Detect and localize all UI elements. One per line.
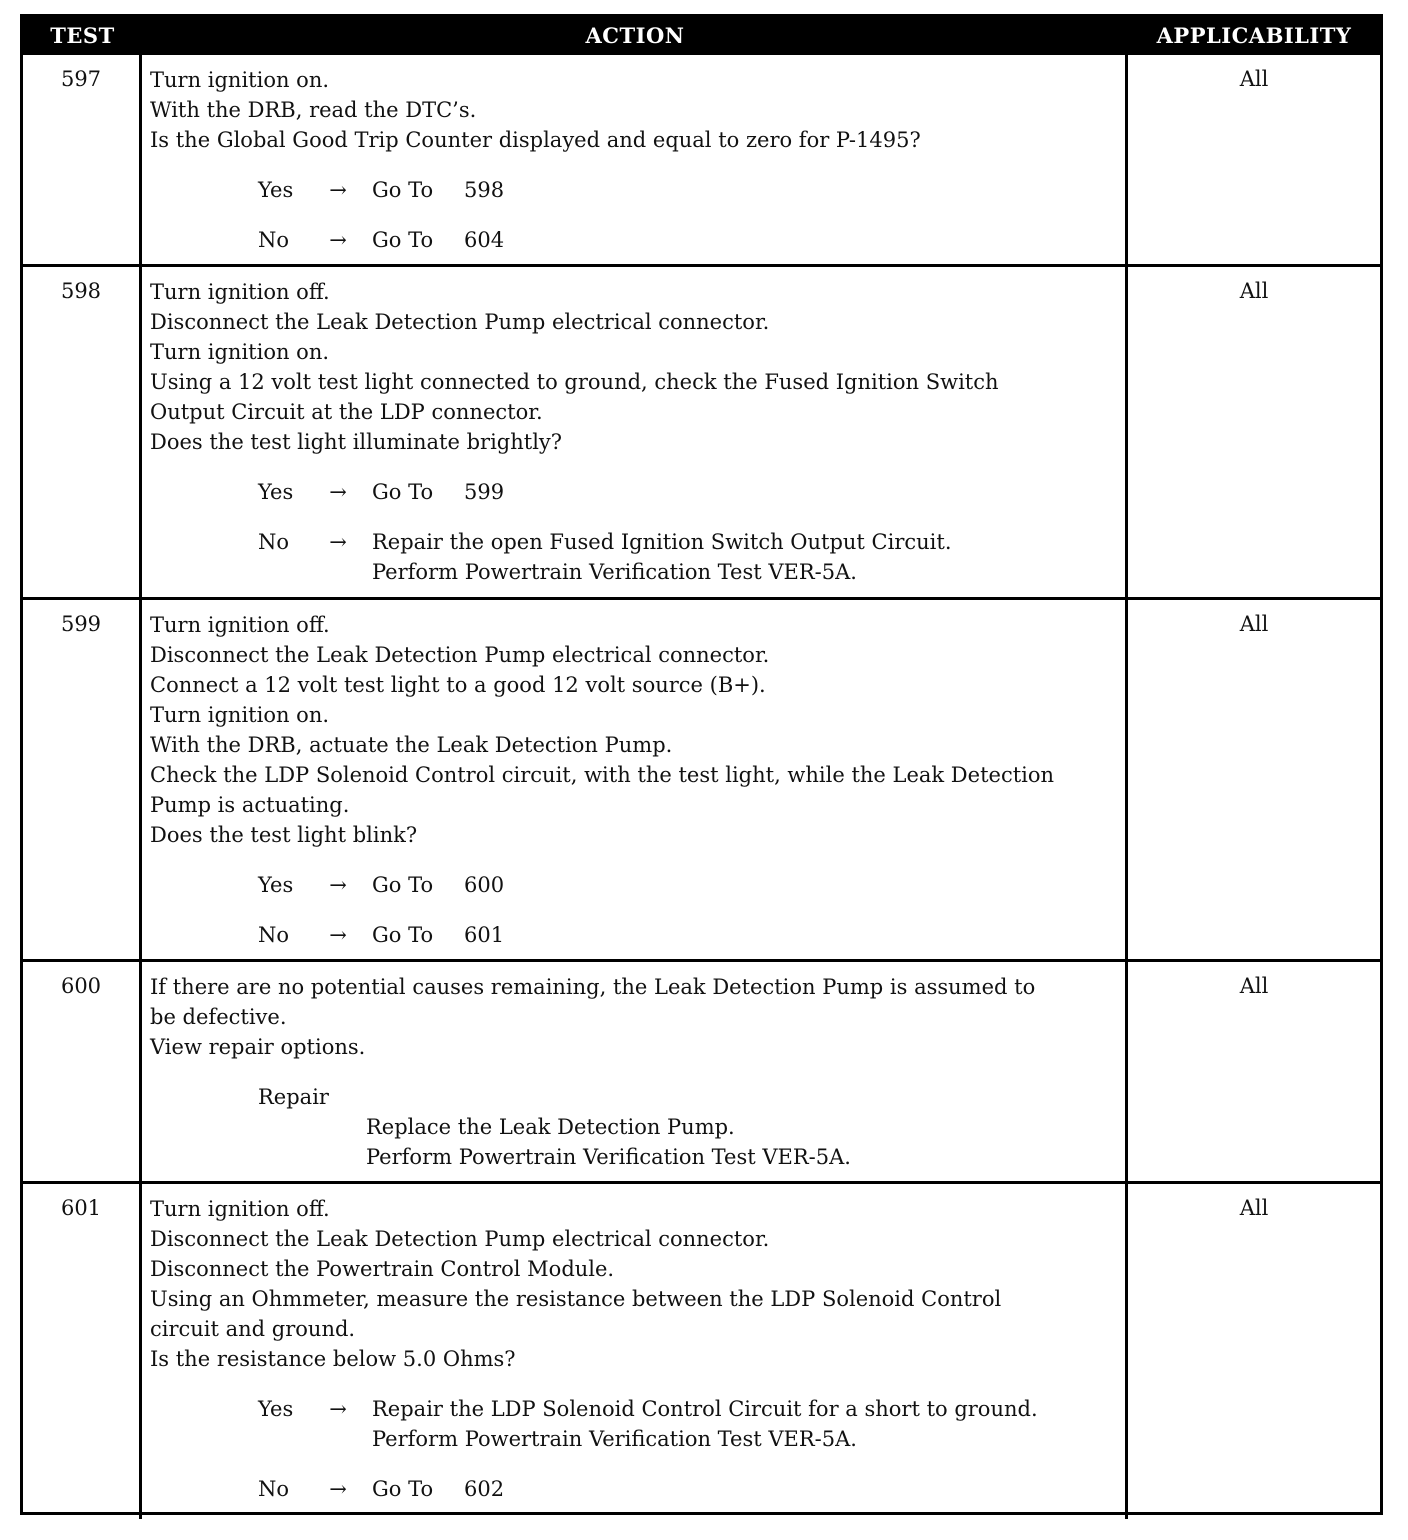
arrow-icon: → [329,1397,347,1421]
goto-label: Go To [372,178,434,202]
answer-label: No [258,228,290,252]
action-line: Is the Global Good Trip Counter displayed and equal to zero for P-1495? [150,128,921,152]
action-line: Turn ignition on. [150,68,330,92]
outcome-list [150,477,1117,587]
action-line: Using a 12 volt test light connected to ground, check the Fused Ignition Switch [150,370,999,394]
action-line: Check the LDP Solenoid Control circuit, with the test light, while the Leak Detection [150,763,1055,787]
action-line: Turn ignition on. [150,340,330,364]
arrow-icon: → [329,228,347,252]
action-line: Is the resistance below 5.0 Ohms? [150,1347,516,1371]
repair-label: Repair [258,1085,329,1109]
action-line: Using an Ohmmeter, measure the resistance between the LDP Solenoid Control [150,1287,1002,1311]
action-line: Disconnect the Leak Detection Pump electrical connector. [150,310,770,334]
outcome-yes [258,175,1117,205]
repair-step: Replace the Leak Detection Pump. [366,1115,735,1139]
action-line: Disconnect the Leak Detection Pump electrical connector. [150,1227,770,1251]
action-cell [142,55,1128,267]
goto-label: Go To [372,1477,434,1501]
header-test: TEST [23,17,142,55]
test-number: 597 [23,55,142,267]
arrow-icon: → [329,530,347,554]
answer-label: No [258,530,290,554]
applicability: All [1128,962,1380,1184]
answer-label: No [258,923,290,947]
test-number: 601 [23,1184,142,1519]
outcome-list [150,870,1117,950]
action-line: Does the test light blink? [150,823,418,847]
action-cell [142,1184,1128,1519]
answer-label: Yes [258,1397,294,1421]
applicability: All [1239,1196,1269,1220]
arrow-icon: → [329,1477,347,1501]
answer-label: Yes [258,480,294,504]
action-line: Turn ignition off. [150,1197,330,1221]
applicability: All [1128,267,1380,600]
test-number: 598 [23,267,142,600]
outcome-no [258,920,1117,950]
goto-label: Go To [372,228,434,252]
diagnostic-test-table [20,14,1383,1515]
goto-target: 600 [464,873,505,897]
action-line: Connect a 12 volt test light to a good 12 volt source (B+). [150,673,766,697]
outcome-text: Perform Powertrain Verification Test VER-5A. [372,1427,857,1451]
applicability: All [1128,600,1380,962]
applicability: All [1128,55,1380,267]
action-line: Turn ignition off. [150,280,330,304]
arrow-icon: → [329,480,347,504]
action-cell [142,962,1128,1184]
action-cell [142,600,1128,962]
goto-target: 602 [464,1477,505,1501]
goto-label: Go To [372,873,434,897]
action-line: be defective. [150,1005,287,1029]
answer-label: No [258,1477,290,1501]
test-number: 600 [23,962,142,1184]
goto-label: Go To [372,923,434,947]
outcome-yes [258,870,1117,900]
outcome-text: Repair the open Fused Ignition Switch Output Circuit. [372,530,952,554]
outcome-yes [258,477,1117,507]
repair-step: Perform Powertrain Verification Test VER-5A. [366,1145,851,1169]
goto-target: 604 [464,228,505,252]
outcome-list [150,1394,1117,1504]
action-line: Turn ignition on. [150,703,330,727]
action-line: Output Circuit at the LDP connector. [150,400,543,424]
outcome-text: Repair the LDP Solenoid Control Circuit for a short to ground. [372,1397,1038,1421]
outcome-text: Perform Powertrain Verification Test VER-5A. [372,560,857,584]
outcome-no [258,1474,1117,1504]
action-line: With the DRB, actuate the Leak Detection Pump. [150,733,673,757]
action-line: Disconnect the Powertrain Control Module. [150,1257,615,1281]
arrow-icon: → [329,178,347,202]
header-applicability: APPLICABILITY [1128,17,1380,55]
arrow-icon: → [329,923,347,947]
action-line: Does the test light illuminate brightly? [150,430,563,454]
action-line: Disconnect the Leak Detection Pump electrical connector. [150,643,770,667]
outcome-no [258,225,1117,255]
action-line: With the DRB, read the DTC’s. [150,98,477,122]
outcome-list [150,175,1117,255]
action-line: Pump is actuating. [150,793,350,817]
goto-target: 599 [464,480,505,504]
outcome-yes [258,1394,1117,1454]
answer-label: Yes [258,178,294,202]
action-line: circuit and ground. [150,1317,356,1341]
repair-options [258,1082,1117,1172]
arrow-icon: → [329,873,347,897]
answer-label: Yes [258,873,294,897]
action-line: View repair options. [150,1035,366,1059]
action-line: If there are no potential causes remaining, the Leak Detection Pump is assumed to [150,975,1036,999]
outcome-no [258,527,1117,587]
test-number: 599 [23,600,142,962]
action-line: Turn ignition off. [150,613,330,637]
goto-target: 601 [464,923,505,947]
goto-label: Go To [372,480,434,504]
goto-target: 598 [464,178,505,202]
header-action: ACTION [142,17,1128,55]
action-cell [142,267,1128,600]
